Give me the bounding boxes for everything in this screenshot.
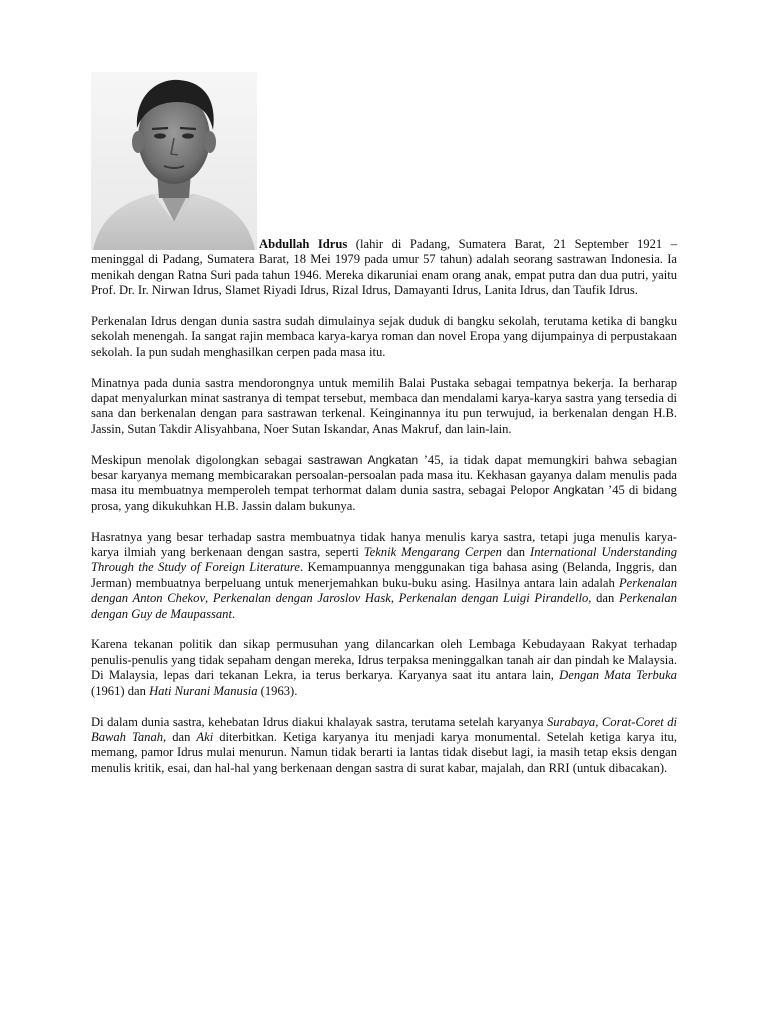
book-title: Hati Nurani Manusia	[149, 683, 258, 698]
text-segment: diterbitkan. Ketiga karyanya itu menjadi karya monumental. Setelah ketiga karya itu, memang, pamor Idrus mulai menurun. Namun tidak berarti ia lantas tidak disebut lagi, ia masih tetap eksis dengan menulis kritik, esai, dan hal-hal yang berkenaan dengan sastra di surat kabar, majalah, dan RRI (untuk dibacakan).	[91, 729, 677, 775]
subject-name: Abdullah Idrus	[259, 237, 348, 251]
text-segment: Hasratnya yang besar terhadap sastra membuatnya tidak hanya menulis karya sastra, tetapi juga menulis karya-karya ilmiah yang berkenaan dengan sastra, seperti	[91, 529, 677, 560]
text-segment: (1963).	[257, 683, 298, 698]
text-segment: ,	[205, 591, 213, 606]
book-title: Dengan Mata Terbuka	[559, 668, 677, 683]
text-segment: Meskipun menolak digolongkan sebagai	[91, 452, 308, 467]
paragraph-angkatan-45	[91, 453, 677, 515]
paragraph-works	[91, 530, 677, 622]
paragraph-balai-pustaka: Minatnya pada dunia sastra mendorongnya untuk memilih Balai Pustaka sebagai tempatnya bekerja. Ia berharap dapat menyalurkan minat sastranya di tempat tersebut, membaca dan mendalami karya-karya sastra yang tersedia di sana dan berkenalan dengan para sastrawan terkenal. Keinginannya itu pun terwujud, ia berkenalan dengan H.B. Jassin, Sutan Takdir Alisyahbana, Noer Sutan Iskandar, Anas Makruf, dan lain-lain.	[91, 375, 677, 436]
paragraph-education: Perkenalan Idrus dengan dunia sastra sudah dimulainya sejak duduk di bangku sekolah, terutama ketika di bangku sekolah menengah. Ia sangat rajin membaca karya-karya roman dan novel Eropa yang dijumpainya di perpustakaan sekolah. Ia pun sudah menghasilkan cerpen pada masa itu.	[91, 314, 677, 359]
link-sastrawan-angkatan[interactable]: sastrawan Angkatan	[307, 452, 419, 467]
text-segment: Karena tekanan politik dan sikap permusuhan yang dilancarkan oleh Lembaga Kebudayaan Rakyat terhadap penulis-penulis yang tidak sepaham dengan mereka, Idrus terpaksa meninggalkan tanah air dan pindah ke Malaysia. Di Malaysia, lepas dari tekanan Lekra, ia terus berkarya. Karyanya saat itu antara lain,	[91, 637, 677, 683]
book-title: Aki	[196, 729, 214, 744]
text-segment: ,	[595, 714, 602, 729]
text-segment: , dan	[588, 591, 619, 606]
book-title: Teknik Mengarang Cerpen	[363, 545, 502, 560]
text-segment: ’45 di bidang prosa, yang dikukuhkan H.B. Jassin dalam bukunya.	[91, 483, 677, 513]
intro-text: (lahir di Padang, Sumatera Barat, 21 September 1921 – meninggal di Padang, Sumatera Barat, 18 Mei 1979 pada umur 57 tahun) adalah seorang sastrawan Indonesia. Ia menikah dengan Ratna Suri pada tahun 1946. Mereka dikaruniai enam orang anak, empat putra dan dua putri, yaitu Prof. Dr. Ir. Nirwan Idrus, Slamet Riyadi Idrus, Rizal Idrus, Damayanti Idrus, Lanita Idrus, dan Taufik Idrus.	[91, 237, 677, 298]
text-segment: , dan	[163, 729, 197, 744]
text-segment: . Kemampuannya menggunakan tiga bahasa asing (Belanda, Inggris, dan Jerman) membuatnya berpeluang untuk menerjemahkan buku-buku asing. Hasilnya antara lain adalah	[91, 560, 677, 590]
link-angkatan[interactable]: Angkatan	[553, 483, 605, 498]
book-title: Perkenalan dengan Luigi Pirandello	[398, 591, 589, 606]
book-title: Perkenalan dengan Anton Chekov	[91, 575, 677, 606]
text-segment: Di dalam dunia sastra, kehebatan Idrus diakui khalayak sastra, terutama setelah karyanya	[91, 714, 547, 729]
book-title: Perkenalan dengan Guy de Maupassant	[91, 591, 677, 621]
book-title: Perkenalan dengan Jaroslov Hask	[212, 591, 391, 606]
paragraph-malaysia	[91, 637, 677, 699]
book-title: Corat-Coret di Bawah Tanah	[91, 714, 677, 744]
portrait-image	[91, 72, 257, 250]
article-body	[91, 237, 677, 792]
text-segment: (1961) dan	[91, 683, 150, 698]
portrait-photo	[91, 72, 257, 250]
paragraph-legacy	[91, 715, 677, 777]
book-title: International Understanding Through the Study of Foreign Literature	[91, 545, 678, 575]
paragraph-intro	[91, 237, 677, 299]
text-segment: dan	[501, 545, 531, 560]
text-segment: ,	[390, 591, 399, 606]
text-segment: .	[231, 606, 236, 621]
text-segment: ’45, ia tidak dapat memungkiri bahwa sebagian besar karyanya memang membicarakan persoalan-persoalan pada masa itu. Kekhasan gayanya dalam menulis pada masa itu membuatnya memperoleh tempat terhormat dalam dunia sastra, sebagai Pelopor	[91, 452, 678, 498]
book-title: Surabaya	[546, 714, 596, 729]
